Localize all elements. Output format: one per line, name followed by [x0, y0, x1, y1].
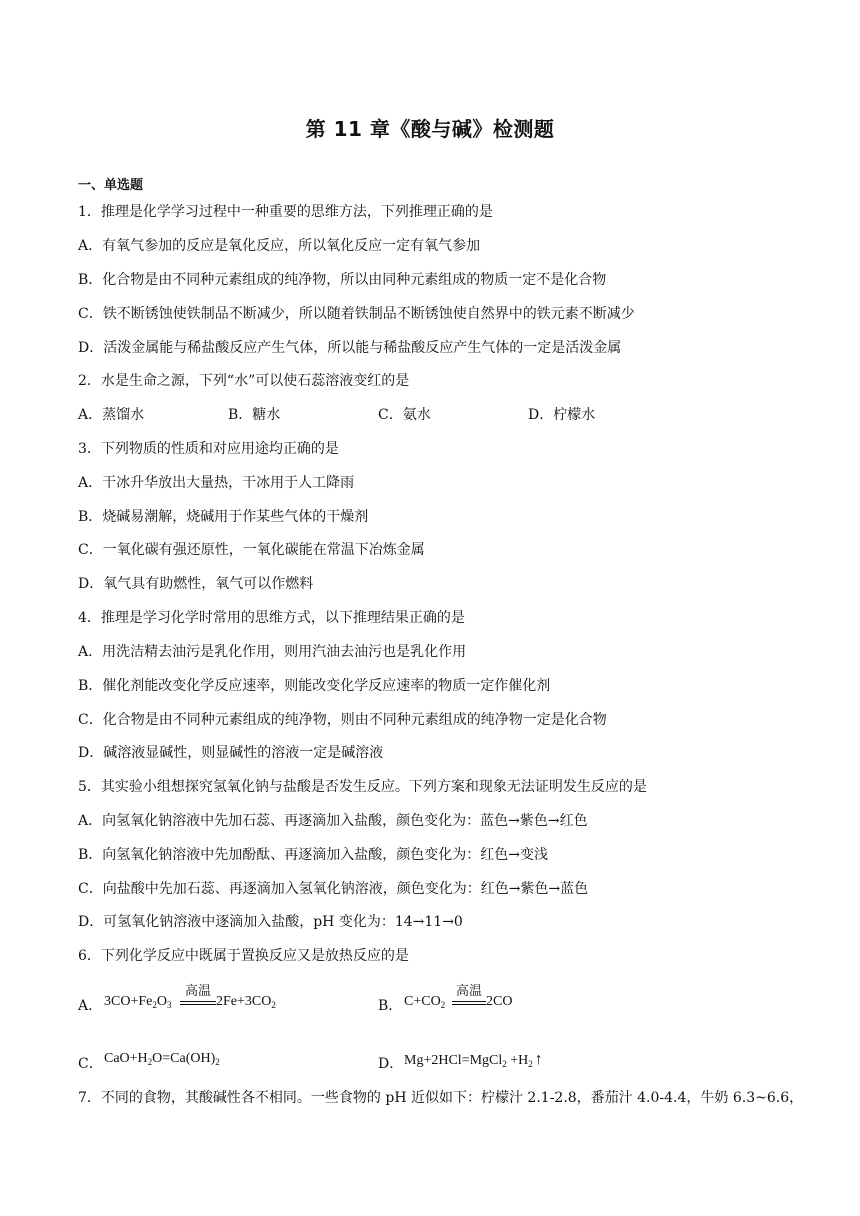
question-5-option-c: C．向盐酸中先加石蕊、再逐滴加入氢氧化钠溶液，颜色变化为：红色→紫色→蓝色 [78, 881, 589, 897]
question-7-stem: 7．不同的食物，其酸碱性各不相同。一些食物的 pH 近似如下：柠檬汁 2.1-2.8，番茄汁 4.0-4.4，牛奶 6.3~6.6， [78, 1090, 804, 1106]
question-1-option-a: A．有氧气参加的反应是氧化反应，所以氧化反应一定有氧气参加 [78, 238, 481, 254]
question-6-option-a-equation [104, 994, 171, 1010]
reaction-double-line [452, 1001, 486, 1005]
question-5-option-a: A．向氢氧化钠溶液中先加石蕊、再逐滴加入盐酸，颜色变化为：蓝色→紫色→红色 [78, 813, 588, 829]
question-3-option-a: A．干冰升华放出大量热，干冰用于人工降雨 [78, 475, 355, 491]
question-3-option-b: B．烧碱易潮解，烧碱用于作某些气体的干燥剂 [78, 509, 369, 525]
equation-text: O [156, 994, 167, 1009]
question-4-stem: 4．推理是学习化学时常用的思维方式，以下推理结果正确的是 [78, 610, 465, 626]
subscript: 2 [215, 1057, 220, 1067]
subscript: 3 [166, 1000, 172, 1010]
question-4-option-b: B．催化剂能改变化学反应速率，则能改变化学反应速率的物质一定作催化剂 [78, 678, 551, 694]
reaction-condition: 高温 [184, 984, 211, 999]
question-1-option-c: C．铁不断锈蚀使铁制品不断减少，所以随着铁制品不断锈蚀使自然界中的铁元素不断减少 [78, 306, 635, 322]
equation-text: Mg+2HCl=MgCl [404, 1053, 503, 1068]
question-6-option-a-label: A． [78, 998, 103, 1014]
question-6-option-a-products [216, 994, 276, 1010]
question-5-stem: 5．其实验小组想探究氢氧化钠与盐酸是否发生反应。下列方案和现象无法证明发生反应的是 [78, 779, 647, 795]
question-2-stem: 2．水是生命之源，下列“水”可以使石蕊溶液变红的是 [78, 373, 410, 389]
question-6-option-d-label: D． [378, 1056, 404, 1072]
question-6-option-b-label: B． [378, 998, 403, 1014]
subscript: 2 [440, 1000, 446, 1010]
reaction-condition: 高温 [455, 984, 482, 999]
subscript: 2 [147, 1057, 153, 1067]
question-1-stem: 1．推理是化学学习过程中一种重要的思维方法，下列推理正确的是 [78, 204, 493, 220]
subscript: 2 [271, 1000, 276, 1010]
question-2-option-b: B．糖水 [228, 407, 281, 423]
page-title: 第 11 章《酸与碱》检测题 [305, 117, 555, 141]
question-2-option-a: A．蒸馏水 [78, 407, 145, 423]
reaction-double-line [180, 1001, 216, 1005]
question-5-option-b: B．向氢氧化钠溶液中先加酚酞、再逐滴加入盐酸，颜色变化为：红色→变浅 [78, 847, 549, 863]
section-heading: 一、单选题 [78, 178, 144, 193]
question-2-option-d: D．柠檬水 [528, 407, 596, 423]
equation-text: 2Fe+3CO [216, 994, 272, 1009]
question-4-option-d: D．碱溶液显碱性，则显碱性的溶液一定是碱溶液 [78, 745, 384, 761]
equation-text: +H [506, 1053, 529, 1068]
question-6-option-b-products: 2CO [486, 994, 513, 1009]
question-2-option-c: C．氨水 [378, 407, 431, 423]
question-6-option-b-equation [404, 994, 445, 1010]
question-6-option-d-equation [404, 1051, 543, 1069]
question-5-option-d: D．可氢氧化钠溶液中逐滴加入盐酸，pH 变化为：14→11→0 [78, 914, 463, 930]
equation-text: CaO+H [104, 1051, 148, 1066]
equation-text: 3CO+Fe [104, 994, 153, 1009]
question-3-option-c: C．一氧化碳有强还原性，一氧化碳能在常温下冶炼金属 [78, 542, 425, 558]
subscript: 2 [528, 1059, 533, 1069]
equation-text: C+CO [404, 994, 441, 1009]
question-6-option-c-label: C． [78, 1056, 103, 1072]
question-3-stem: 3．下列物质的性质和对应用途均正确的是 [78, 441, 339, 457]
question-4-option-a: A．用洗洁精去油污是乳化作用，则用汽油去油污也是乳化作用 [78, 644, 467, 660]
question-1-option-d: D．活泼金属能与稀盐酸反应产生气体，所以能与稀盐酸反应产生气体的一定是活泼金属 [78, 340, 622, 356]
question-4-option-c: C．化合物是由不同种元素组成的纯净物，则由不同种元素组成的纯净物一定是化合物 [78, 712, 607, 728]
subscript: 2 [502, 1059, 507, 1069]
question-6-option-c-equation [104, 1051, 220, 1067]
equation-text: O=Ca(OH) [152, 1051, 216, 1066]
gas-arrow-icon: ↑ [534, 1051, 543, 1068]
question-3-option-d: D．氧气具有助燃性，氧气可以作燃料 [78, 576, 314, 592]
subscript: 2 [152, 1000, 157, 1010]
question-6-stem: 6．下列化学反应中既属于置换反应又是放热反应的是 [78, 948, 409, 964]
question-1-option-b: B．化合物是由不同种元素组成的纯净物，所以由同种元素组成的物质一定不是化合物 [78, 272, 607, 288]
